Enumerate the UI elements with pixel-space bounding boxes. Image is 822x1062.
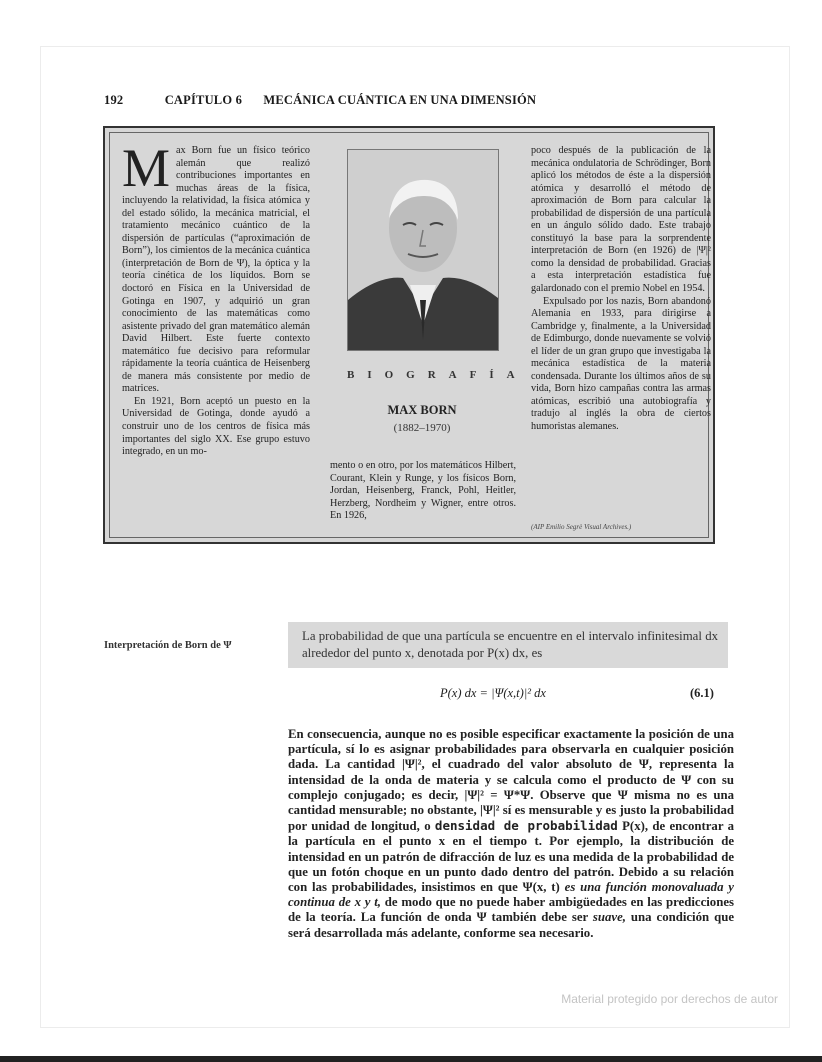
biography-column-2: mento o en otro, por los matemáticos Hilbert, Courant, Klein y Runge, y los físicos Born, Jordan, Heisenberg, Franck, Pohl, Heitler, Herzberg, Nordheim y Wigner, entre otros. En 1926, (330, 460, 516, 522)
body-paragraph (288, 727, 734, 941)
running-head (104, 93, 536, 108)
emphasis-1: es una función monovaluada y continua de x y t, (288, 880, 734, 910)
biography-box (103, 126, 715, 544)
biography-column-3 (531, 145, 711, 434)
biography-inner-frame (109, 132, 709, 538)
biography-label: BIOGRAFÍA (347, 369, 528, 381)
biography-years: (1882–1970) (393, 422, 451, 434)
bio-paragraph-3: poco después de la publicación de la mecánica ondulatoria de Schrödinger, Born aplicó los métodos de éste a la dispersión atómica y desarrolló el método de aproximación de Born para calcular la probabilidad de dispersión de una partícula en un ángulo sólido dado. Este trabajo constituyó la base para la sorprendente interpretación de Born (en 1926) de |Ψ|² como la densidad de probabilidad. Gracias a esta interpretación estadística fue galardonado con el premio Nobel en 1954. (531, 145, 711, 295)
page-number: 192 (104, 93, 124, 107)
portrait-icon (348, 150, 498, 350)
drop-cap: M (122, 138, 171, 198)
chapter-title: MECÁNICA CUÁNTICA EN UNA DIMENSIÓN (263, 93, 537, 107)
equation-number: (6.1) (690, 686, 714, 700)
bio-paragraph-4: Expulsado por los nazis, Born abandonó Alemania en 1933, para dirigirse a Cambridge y, finalmente, a la Universidad de Edimburgo, donde nuevamente se volvió el líder de un gran grupo que investigaba la mecánica estadística de la materia condensada. Durante los últimos años de su vida, Born hizo campañas contra las armas atómicas, escribió una autobiografía y tradujo al inglés la obra de ciertos humoristas alemanes. (531, 295, 711, 433)
body-text-3: de modo que no puede haber ambigüedades en las predicciones de la teoría. La función de onda Ψ también debe ser (288, 895, 734, 925)
biography-name: MAX BORN (387, 403, 457, 417)
chapter-label: CAPÍTULO 6 (164, 93, 243, 107)
bio-paragraph-1: ax Born fue un físico teórico alemán que realizó contribuciones importantes en muchas áreas de la física, incluyendo la relatividad, la física atómica y del estado sólido, la mecánica matricial, el tratamiento mecánico cuántico de la dispersión de partículas (“aproximación de Born”), los cimientos de la mecánica cuántica (interpretación de Born de Ψ), la óptica y la teoría cinética de los líquidos. Born se doctoró en Física en la Universidad de Gotinga en 1907, y adquirió un gran conocimiento de las matemáticas como asistente privado del gran matemático alemán David Hilbert. Este fuerte contexto matemático fue decisivo para reformular rápidamente la teoría cuántica de Heisenberg de manera más consistente por medio de matrices. (122, 145, 310, 395)
equation: P(x) dx = |Ψ(x,t)|² dx (440, 686, 546, 700)
photo-credit: (AIP Emilio Segrè Visual Archives.) (531, 523, 632, 531)
highlight-definition: La probabilidad de que una partícula se encuentre en el intervalo infinitesimal dx alrededor del punto x, denotada por P(x) dx, es (288, 622, 728, 668)
biography-column-1 (122, 138, 310, 459)
bottom-border (0, 1056, 822, 1062)
portrait-photo (347, 149, 499, 351)
body-text-4: una condición que será desarrollada más adelante, conforme sea necesario. (288, 910, 734, 940)
body-text-2: P(x), de encontrar a la partícula en el punto x en el tiempo t. Por ejemplo, la distribución de intensidad en un patrón de difracción de luz es una medida de la probabilidad de que un fotón choque en un punto dado dentro del patrón. Debido a su relación con las probabilidades, insistimos en que Ψ(x, t) (288, 819, 735, 895)
margin-heading: Interpretación de Born de Ψ (104, 640, 232, 651)
copyright-notice: Material protegido por derechos de autor (561, 992, 778, 1006)
key-term: densidad de probabilidad (434, 818, 618, 834)
body-text-1: En consecuencia, aunque no es posible especificar exactamente la posición de una partícula, sí lo es asignar probabilidades para observarla en cualquier posición dada. La cantidad |Ψ|², el cuadrado del valor absoluto de Ψ, representa la intensidad de la onda de materia y se calcula como el producto de Ψ con su complejo conjugado; es decir, |Ψ|² = Ψ*Ψ. Observe que Ψ misma no es una cantidad mensurable; no obstante, |Ψ|² sí es mensurable y es justo la probabilidad por unidad de longitud, o (288, 727, 734, 834)
emphasis-2: suave, (592, 910, 626, 925)
bio-paragraph-2: En 1921, Born aceptó un puesto en la Universidad de Gotinga, donde ayudó a construir uno de los centros de física más importantes del siglo XX. Ese grupo estuvo integrado, en un mo- (122, 395, 310, 458)
